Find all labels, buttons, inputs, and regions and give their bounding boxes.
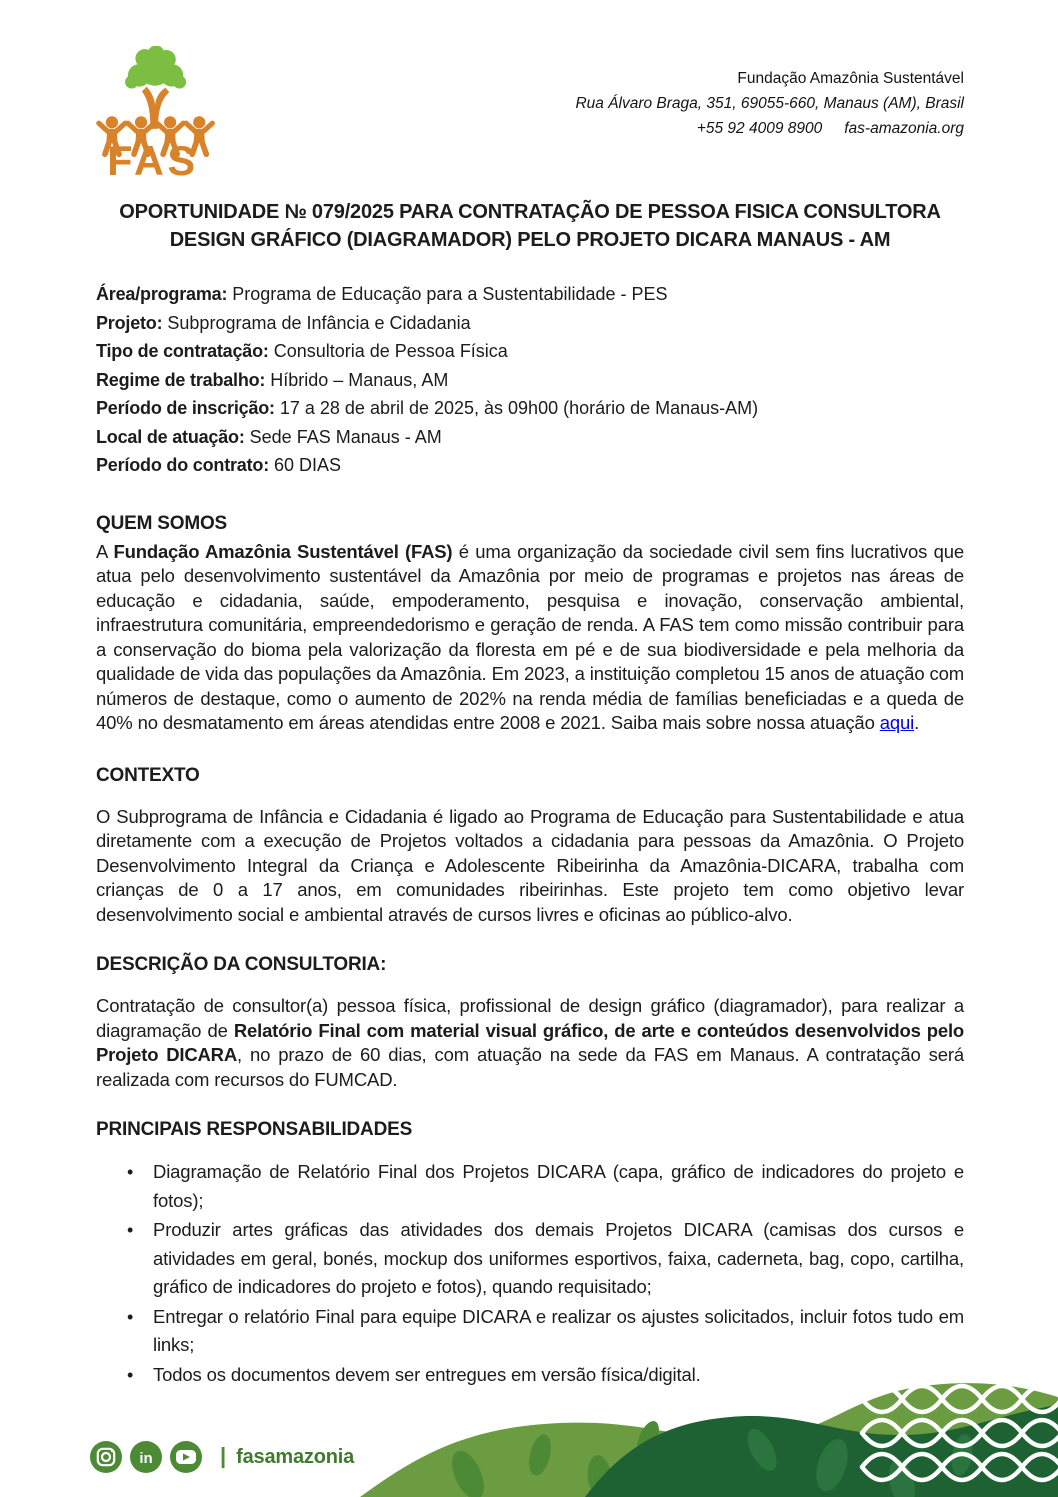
list-item: • Produzir artes gráficas das atividades dos demais Projetos DICARA (camisas dos cursos e atividades em geral, bonés, mockup dos uniformes esportivos, faixa, caderneta, bag, copo, cartilha, gráfico de indicadores do projeto e fotos), quando requisitado; bbox=[96, 1216, 964, 1302]
instagram-icon[interactable] bbox=[90, 1441, 122, 1473]
detail-value: 60 DIAS bbox=[269, 455, 342, 475]
contact-block bbox=[575, 46, 964, 141]
social-icons bbox=[88, 1437, 206, 1477]
detail-value: Programa de Educação para a Sustentabilidade - PES bbox=[227, 284, 668, 304]
quem-somos-prefix: A bbox=[96, 540, 114, 562]
quem-somos-body: é uma organização da sociedade civil sem fins lucrativos que atua pelo desenvolvimento sustentável da Amazônia por meio de programas e projetos nas áreas de educação e cidadania, saúde, empoderamento, pesquisa e inovação, conservação ambiental, infraestrutura comunitária, empreendedorismo e geração de renda. A FAS tem como missão contribuir para a conservação do bioma pela valorização da floresta em pé e de sua biodiversidade e pela melhoria da qualidade de vida das populações da Amazônia. Em 2023, a instituição completou 15 anos de atuação com números de destaque, como o aumento de 202% na renda média de famílias beneficiadas e a queda de 40% no desmatamento em áreas atendidas entre 2008 e 2021. Saiba mais sobre nossa atuação bbox=[96, 540, 964, 733]
detail-value: Híbrido – Manaus, AM bbox=[265, 369, 449, 390]
detail-periodo-contrato bbox=[96, 451, 964, 480]
org-phone: +55 92 4009 8900 bbox=[696, 120, 823, 137]
detail-label: Área/programa: bbox=[96, 284, 228, 304]
responsibilities-list bbox=[96, 1158, 964, 1389]
document-title-line2: DESIGN GRÁFICO (DIAGRAMADOR) PELO PROJETO DICARA MANAUS - AM bbox=[169, 229, 891, 251]
detail-value: 17 a 28 de abril de 2025, às 09h00 (horário de Manaus-AM) bbox=[274, 398, 759, 418]
list-item: • Entregar o relatório Final para equipe DICARA e realizar os ajustes solicitados, incluir fotos tudo em links; bbox=[96, 1303, 964, 1360]
linkedin-icon[interactable] bbox=[130, 1441, 162, 1473]
detail-value: Consultoria de Pessoa Física bbox=[268, 341, 508, 361]
detail-label: Período do contrato: bbox=[96, 455, 269, 475]
org-address: Rua Álvaro Braga, 351, 69055-660, Manaus (AM), Brasil bbox=[575, 95, 964, 112]
org-name: Fundação Amazônia Sustentável bbox=[737, 70, 964, 87]
detail-label: Projeto: bbox=[96, 312, 163, 333]
detail-label: Período de inscrição: bbox=[96, 398, 275, 418]
footer-social-bar bbox=[88, 1437, 354, 1477]
descricao-part2: , no prazo de 60 dias, com atuação na sede da FAS em Manaus. A contratação será realizada com recursos do FUMCAD. bbox=[96, 1044, 964, 1090]
fas-logo-text: FAS bbox=[107, 137, 199, 178]
opportunity-details bbox=[96, 280, 964, 480]
descricao-paragraph bbox=[96, 994, 964, 1092]
detail-local-atuacao bbox=[96, 423, 964, 452]
page-header bbox=[0, 0, 1058, 178]
detail-label: Tipo de contratação: bbox=[96, 341, 269, 361]
descricao-part1: Contratação de consultor(a) pessoa física, profissional de design gráfico (diagramador), para realizar a diagramação de bbox=[96, 995, 964, 1041]
detail-label: Local de atuação: bbox=[96, 426, 245, 447]
detail-value: Sede FAS Manaus - AM bbox=[244, 426, 442, 447]
fas-logo-graphic bbox=[96, 46, 218, 178]
quem-somos-suffix: . bbox=[914, 712, 920, 733]
quem-somos-bold-org-name: Fundação Amazônia Sustentável (FAS) bbox=[113, 540, 453, 562]
social-handle[interactable]: fasamazonia bbox=[236, 1445, 355, 1468]
list-item: • Diagramação de Relatório Final dos Projetos DICARA (capa, gráfico de indicadores do projeto e fotos); bbox=[96, 1158, 964, 1215]
fas-logo bbox=[96, 46, 218, 178]
detail-periodo-inscricao bbox=[96, 394, 964, 423]
detail-area-programa bbox=[96, 280, 964, 309]
aqui-link[interactable]: aqui bbox=[879, 712, 915, 733]
detail-regime-trabalho bbox=[96, 366, 964, 395]
social-divider: | bbox=[220, 1443, 227, 1468]
detail-projeto bbox=[96, 309, 964, 338]
document-title-line1: OPORTUNIDADE № 079/2025 PARA CONTRATAÇÃO DE PESSOA FISICA CONSULTORA bbox=[119, 201, 941, 223]
tree-canopy-icon bbox=[125, 46, 186, 89]
youtube-icon[interactable] bbox=[170, 1441, 202, 1473]
descricao-bold: Relatório Final com material visual gráfico, de arte e conteúdos desenvolvidos pelo Projeto DICARA bbox=[96, 1019, 964, 1065]
section-heading-contexto: CONTEXTO bbox=[96, 764, 200, 786]
org-phone-site bbox=[575, 116, 964, 141]
section-heading-responsabilidades: PRINCIPAIS RESPONSABILIDADES bbox=[96, 1119, 413, 1140]
detail-tipo-contratacao bbox=[96, 337, 964, 366]
list-item: • Todos os documentos devem ser entregues em versão física/digital. bbox=[96, 1361, 964, 1390]
quem-somos-paragraph bbox=[96, 540, 964, 736]
document-title bbox=[96, 198, 964, 254]
section-heading-quem-somos: QUEM SOMOS bbox=[96, 512, 228, 534]
linkedin-icon-text: in bbox=[139, 1450, 153, 1467]
org-website: fas-amazonia.org bbox=[844, 120, 964, 137]
detail-value: Subprograma de Infância e Cidadania bbox=[162, 312, 471, 333]
detail-label: Regime de trabalho: bbox=[96, 369, 266, 390]
section-heading-descricao: DESCRIÇÃO DA CONSULTORIA: bbox=[96, 954, 387, 975]
contexto-paragraph: O Subprograma de Infância e Cidadania é ligado ao Programa de Educação para Sustentabilidade e atua diretamente com a execução de Projetos voltados a cidadania para pessoas da Amazônia. O Projeto Desenvolvimento Integral da Criança e Adolescente Ribeirinha da Amazônia-DICARA, trabalha com crianças de 0 a 17 anos, em comunidades ribeirinhas. Este projeto tem como objetivo levar desenvolvimento social e ambiental através de cursos livres e oficinas ao público-alvo. bbox=[96, 805, 964, 925]
